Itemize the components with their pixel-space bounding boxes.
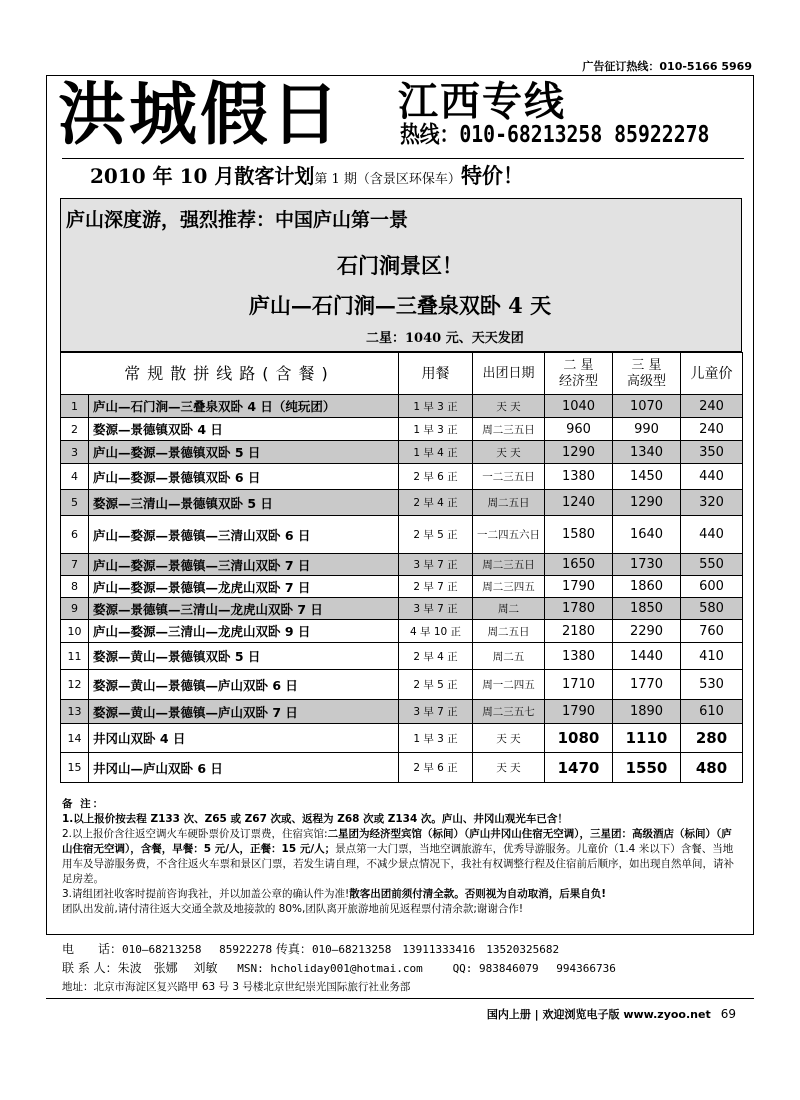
row-three-star-price: 1640 xyxy=(613,516,681,554)
plan-special: 特价！ xyxy=(460,163,524,188)
row-no: 2 xyxy=(61,418,89,441)
footer-text: 国内上册 | 欢迎浏览电子版 www.zyoo.net xyxy=(486,1008,711,1021)
row-days: 一二三五日 xyxy=(473,464,545,490)
row-child-price: 320 xyxy=(681,490,743,516)
row-days: 天 天 xyxy=(473,753,545,783)
row-route: 井冈山—庐山双卧 6 日 xyxy=(89,753,399,783)
contact-phone-line xyxy=(62,940,616,959)
brand-title: 洪城假日 xyxy=(58,75,343,155)
note-2-part-3: 景点第一大门票，当地空调旅游车，优秀导游服务。儿童价（1.4 米以下）含餐、当地用车及导游服务费，不含往返火车票和景区门票，若发生请自理，不减少景点情况下，我社有权调整行程及住宿前后顺序，如出现自然单间，请补足房差。 xyxy=(62,843,734,885)
header-two-star xyxy=(545,353,613,395)
promo-headline: 庐山深度游，强烈推荐：中国庐山第一景 xyxy=(66,209,409,231)
note-3-continued: 团队出发前,请付清往返大交通全款及地接款的 80%,团队离开旅游地前见返程票付清余款;谢谢合作! xyxy=(62,903,524,915)
row-days: 一二四五六日 xyxy=(473,516,545,554)
fax-numbers: 010—68213258 13911333416 13520325682 xyxy=(311,943,560,956)
row-three-star-price: 1110 xyxy=(613,724,681,753)
header-child: 儿童价 xyxy=(681,353,743,395)
row-three-star-price: 2290 xyxy=(613,620,681,643)
table-row xyxy=(61,441,743,464)
row-meals: 2 早 5 正 xyxy=(399,670,473,700)
row-meals: 2 早 6 正 xyxy=(399,753,473,783)
row-route: 婺源—黄山—景德镇—庐山双卧 6 日 xyxy=(89,670,399,700)
header-route: 常规散拼线路(含餐) xyxy=(61,353,399,395)
row-route: 庐山—婺源—景德镇—龙虎山双卧 7 日 xyxy=(89,576,399,598)
row-child-price: 240 xyxy=(681,418,743,441)
qq-numbers: QQ: 983846079 994366736 xyxy=(452,962,616,975)
routes-table xyxy=(60,352,743,783)
table-row xyxy=(61,418,743,441)
header-three-star-label: 三 星 xyxy=(631,357,662,373)
row-meals: 1 早 3 正 xyxy=(399,418,473,441)
note-2-part-1: 2.以上报价含往返空调火车硬卧票价及订票费，住宿宾馆: xyxy=(62,828,328,840)
row-three-star-price: 1550 xyxy=(613,753,681,783)
row-days: 周二三五日 xyxy=(473,418,545,441)
row-three-star-price: 1340 xyxy=(613,441,681,464)
person-names: 朱波 张娜 刘敏 xyxy=(117,961,218,975)
table-row xyxy=(61,670,743,700)
note-3-part-2: 散客出团前须付清全款。否则视为自动取消，后果自负! xyxy=(349,888,607,900)
header-days: 出团日期 xyxy=(473,353,545,395)
contact-info xyxy=(62,940,616,997)
row-no: 10 xyxy=(61,620,89,643)
plan-issue: 第 1 期（含景区环保车） xyxy=(314,172,461,187)
table-header-row xyxy=(61,353,743,395)
row-days: 周二三四五 xyxy=(473,576,545,598)
msn-address: MSN: hcholiday001@hotmai.com xyxy=(237,962,423,975)
row-two-star-price: 2180 xyxy=(545,620,613,643)
row-meals: 2 早 7 正 xyxy=(399,576,473,598)
row-days: 天 天 xyxy=(473,441,545,464)
row-meals: 2 早 4 正 xyxy=(399,643,473,670)
row-two-star-price: 1790 xyxy=(545,576,613,598)
row-three-star-price: 1070 xyxy=(613,395,681,418)
row-route: 庐山—婺源—景德镇—三清山双卧 6 日 xyxy=(89,516,399,554)
row-route: 婺源—景德镇—三清山—龙虎山双卧 7 日 xyxy=(89,598,399,620)
row-child-price: 480 xyxy=(681,753,743,783)
row-meals: 3 早 7 正 xyxy=(399,554,473,576)
plan-heading xyxy=(90,160,730,196)
row-two-star-price: 1650 xyxy=(545,554,613,576)
row-three-star-price: 1440 xyxy=(613,643,681,670)
table-row xyxy=(61,598,743,620)
row-route: 婺源—黄山—景德镇双卧 5 日 xyxy=(89,643,399,670)
notes xyxy=(62,797,742,917)
row-child-price: 600 xyxy=(681,576,743,598)
row-three-star-price: 1770 xyxy=(613,670,681,700)
row-route: 井冈山双卧 4 日 xyxy=(89,724,399,753)
row-child-price: 240 xyxy=(681,395,743,418)
row-no: 8 xyxy=(61,576,89,598)
phone-numbers: 010—68213258 85922278 xyxy=(122,943,273,956)
row-meals: 2 早 5 正 xyxy=(399,516,473,554)
row-two-star-price: 1710 xyxy=(545,670,613,700)
row-two-star-price: 1580 xyxy=(545,516,613,554)
row-two-star-price: 1780 xyxy=(545,598,613,620)
row-no: 3 xyxy=(61,441,89,464)
row-three-star-price: 1860 xyxy=(613,576,681,598)
row-no: 5 xyxy=(61,490,89,516)
promo-scenic-spot: 石门涧景区！ xyxy=(337,253,463,278)
row-no: 6 xyxy=(61,516,89,554)
row-two-star-price: 1080 xyxy=(545,724,613,753)
row-no: 14 xyxy=(61,724,89,753)
row-child-price: 760 xyxy=(681,620,743,643)
row-route: 庐山—婺源—景德镇—三清山双卧 7 日 xyxy=(89,554,399,576)
table-row xyxy=(61,753,743,783)
row-child-price: 440 xyxy=(681,516,743,554)
table-row xyxy=(61,620,743,643)
row-meals: 1 早 4 正 xyxy=(399,441,473,464)
row-child-price: 410 xyxy=(681,643,743,670)
row-meals: 2 早 4 正 xyxy=(399,490,473,516)
row-no: 4 xyxy=(61,464,89,490)
note-3-part-1: 3.请组团社收客时提前咨询我社，并以加盖公章的确认件为准! xyxy=(62,888,350,900)
row-meals: 2 早 6 正 xyxy=(399,464,473,490)
row-days: 周二三五日 xyxy=(473,554,545,576)
row-route: 婺源—三清山—景德镇双卧 5 日 xyxy=(89,490,399,516)
phone-label: 电 话： xyxy=(62,942,123,956)
divider xyxy=(46,998,754,999)
row-days: 周二五 xyxy=(473,643,545,670)
ad-hotline: 广告征订热线：010-5166 5969 xyxy=(582,60,752,73)
header-three-star-type: 高级型 xyxy=(626,373,666,389)
row-days: 周二五日 xyxy=(473,620,545,643)
row-two-star-price: 1290 xyxy=(545,441,613,464)
table-row xyxy=(61,395,743,418)
row-route: 婺源—景德镇双卧 4 日 xyxy=(89,418,399,441)
row-three-star-price: 1850 xyxy=(613,598,681,620)
person-label: 联 系 人： xyxy=(62,961,118,975)
row-three-star-price: 1450 xyxy=(613,464,681,490)
header-two-star-type: 经济型 xyxy=(558,373,598,389)
row-no: 15 xyxy=(61,753,89,783)
row-route: 庐山—婺源—景德镇双卧 5 日 xyxy=(89,441,399,464)
row-days: 周二五日 xyxy=(473,490,545,516)
row-meals: 1 早 3 正 xyxy=(399,395,473,418)
table-row xyxy=(61,464,743,490)
contact-person-line xyxy=(62,959,616,978)
note-2 xyxy=(62,827,742,887)
row-child-price: 530 xyxy=(681,670,743,700)
row-two-star-price: 1380 xyxy=(545,464,613,490)
row-meals: 4 早 10 正 xyxy=(399,620,473,643)
row-child-price: 350 xyxy=(681,441,743,464)
plan-year: 2010 年 10 月散客计划 xyxy=(90,164,315,188)
row-two-star-price: 1790 xyxy=(545,700,613,724)
row-child-price: 440 xyxy=(681,464,743,490)
row-two-star-price: 1380 xyxy=(545,643,613,670)
row-three-star-price: 1890 xyxy=(613,700,681,724)
row-route: 庐山—婺源—景德镇双卧 6 日 xyxy=(89,464,399,490)
note-1: 1.以上报价按去程 Z133 次、Z65 或 Z67 次或、返程为 Z68 次或 Z134 次。庐山、井冈山观光车已含！ xyxy=(62,813,568,825)
table-row xyxy=(61,516,743,554)
row-meals: 3 早 7 正 xyxy=(399,700,473,724)
row-three-star-price: 1730 xyxy=(613,554,681,576)
page-number: 69 xyxy=(720,1007,736,1021)
note-3 xyxy=(62,887,742,902)
row-child-price: 610 xyxy=(681,700,743,724)
row-route: 庐山—婺源—三清山—龙虎山双卧 9 日 xyxy=(89,620,399,643)
row-route: 婺源—黄山—景德镇—庐山双卧 7 日 xyxy=(89,700,399,724)
row-no: 1 xyxy=(61,395,89,418)
table-row xyxy=(61,724,743,753)
row-two-star-price: 1040 xyxy=(545,395,613,418)
row-days: 天 天 xyxy=(473,395,545,418)
row-no: 12 xyxy=(61,670,89,700)
table-row xyxy=(61,700,743,724)
row-meals: 3 早 7 正 xyxy=(399,598,473,620)
header-two-star-label: 二 星 xyxy=(563,357,594,373)
note-2-part-2: 二星团为经济型宾馆（标间）（庐山井冈山住宿无空调），三星团：高级酒店（标间）（庐山住宿无空调），含餐，早餐：5 元/人，正餐：15 元/人； xyxy=(62,828,732,855)
fax-label: 传真： xyxy=(275,942,312,956)
address: 地址：北京市海淀区复兴路甲 63 号 3 号楼北京世纪崇光国际旅行社业务部 xyxy=(62,981,411,993)
header-meals: 用餐 xyxy=(399,353,473,395)
table-row xyxy=(61,554,743,576)
row-two-star-price: 960 xyxy=(545,418,613,441)
promo-route: 庐山—石门涧—三叠泉双卧 4 天 xyxy=(248,293,552,318)
notes-title: 备 注： xyxy=(62,798,106,810)
row-days: 周一二四五 xyxy=(473,670,545,700)
brand-hotline: 热线：010-68213258 85922278 xyxy=(400,122,710,148)
row-no: 7 xyxy=(61,554,89,576)
row-days: 周二三五七 xyxy=(473,700,545,724)
row-no: 13 xyxy=(61,700,89,724)
brand-subtitle: 江西专线 xyxy=(398,78,566,125)
row-three-star-price: 990 xyxy=(613,418,681,441)
table-row xyxy=(61,490,743,516)
row-route: 庐山—石门涧—三叠泉双卧 4 日（纯玩团） xyxy=(89,395,399,418)
row-child-price: 580 xyxy=(681,598,743,620)
promo-price: 二星：1040 元、天天发团 xyxy=(366,331,524,346)
footer xyxy=(487,1006,736,1022)
row-two-star-price: 1240 xyxy=(545,490,613,516)
row-no: 11 xyxy=(61,643,89,670)
header-three-star xyxy=(613,353,681,395)
row-child-price: 280 xyxy=(681,724,743,753)
row-three-star-price: 1290 xyxy=(613,490,681,516)
row-meals: 1 早 3 正 xyxy=(399,724,473,753)
row-child-price: 550 xyxy=(681,554,743,576)
row-two-star-price: 1470 xyxy=(545,753,613,783)
row-days: 周二 xyxy=(473,598,545,620)
divider xyxy=(62,158,744,159)
row-no: 9 xyxy=(61,598,89,620)
table-row xyxy=(61,643,743,670)
table-row xyxy=(61,576,743,598)
row-days: 天 天 xyxy=(473,724,545,753)
